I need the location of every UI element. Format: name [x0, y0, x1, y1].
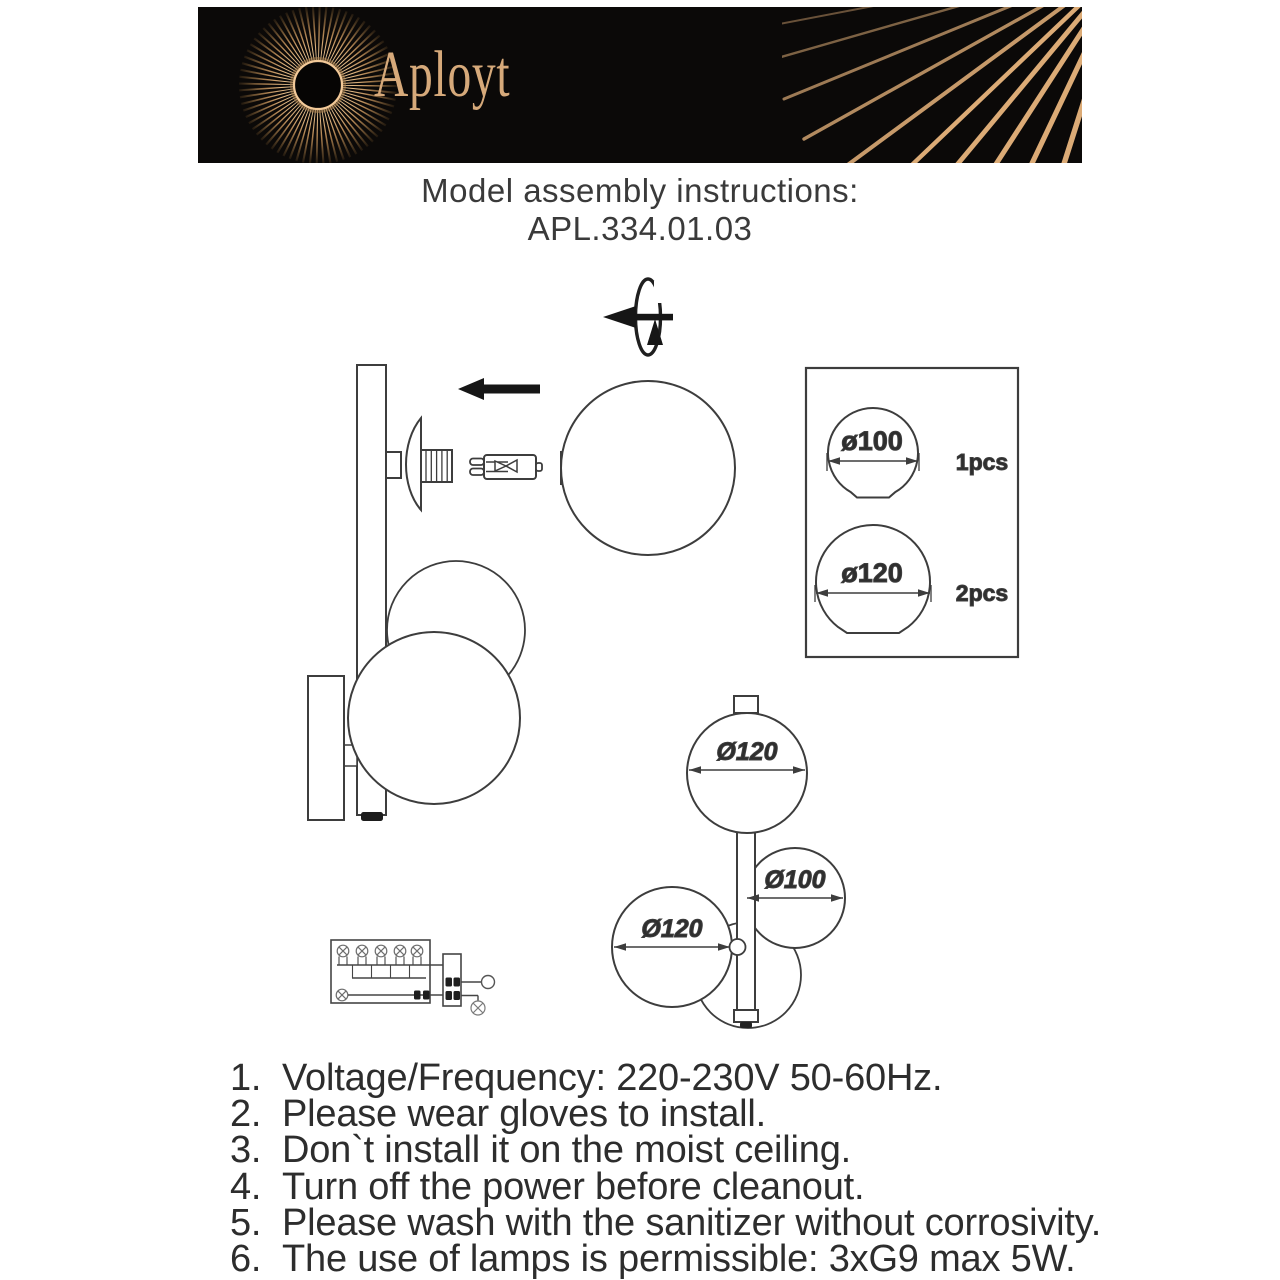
qty-label-1pcs: 1pcs: [955, 449, 1009, 475]
dim-label-left: Ø120: [641, 915, 703, 943]
item-text: Don`t install it on the moist ceiling.: [282, 1129, 851, 1172]
list-item: [230, 1129, 1270, 1172]
joint: [730, 939, 746, 955]
loose-sphere: [561, 381, 735, 555]
item-text: Please wear gloves to install.: [282, 1093, 767, 1136]
item-text: Voltage/Frequency: 220-230V 50-60Hz.: [282, 1057, 943, 1099]
item-number: 5.: [230, 1201, 262, 1244]
dim-label-right: Ø100: [764, 866, 826, 894]
bar-end-cap: [361, 812, 383, 821]
socket-stem: [386, 452, 401, 478]
front-sphere: [348, 632, 520, 804]
brand-wordmark: Aployt: [374, 38, 511, 111]
item-number: 2.: [230, 1093, 262, 1136]
item-text: Turn off the power before cleanout.: [282, 1165, 865, 1208]
stem-bottom-cap: [734, 1010, 758, 1022]
parts-box: [806, 368, 1018, 657]
qty-label-2pcs: 2pcs: [955, 580, 1009, 606]
wiring-diagram: [331, 940, 495, 1015]
item-number: 6.: [230, 1238, 262, 1280]
top-sphere: [687, 713, 807, 833]
instructions-list: [230, 1057, 1270, 1280]
dim-label-120: ø120: [841, 558, 903, 588]
wire-terminal: [482, 976, 495, 989]
list-item: [230, 1057, 1270, 1099]
stem-nub: [740, 1022, 752, 1028]
exploded-view: [308, 365, 735, 821]
item-number: 3.: [230, 1129, 262, 1172]
model-number: APL.334.01.03: [527, 210, 753, 247]
threaded-socket: [421, 450, 452, 482]
list-item: [230, 1238, 1270, 1280]
item-number: 1.: [230, 1057, 262, 1099]
rotation-arrow-icon: [603, 279, 673, 355]
dim-label-100: ø100: [841, 426, 903, 456]
lamp-symbol-right: [471, 1001, 485, 1015]
list-item: [230, 1165, 1270, 1208]
item-text: The use of lamps is permissible: 3xG9 max 5W.: [282, 1238, 1076, 1280]
assembly-direction-arrow: [458, 378, 540, 400]
wall-plate: [308, 676, 344, 820]
list-item: [230, 1093, 1270, 1136]
dim-label-top: Ø120: [716, 738, 778, 766]
list-item: [230, 1201, 1270, 1244]
g9-bulb: [470, 455, 542, 479]
socket-cup: [406, 418, 421, 510]
assembled-view: [612, 696, 845, 1028]
item-text: Please wash with the sanitizer without corrosivity.: [282, 1201, 1102, 1244]
item-number: 4.: [230, 1165, 262, 1208]
stem-top-cap: [734, 696, 758, 713]
page-title: Model assembly instructions:: [421, 172, 859, 209]
